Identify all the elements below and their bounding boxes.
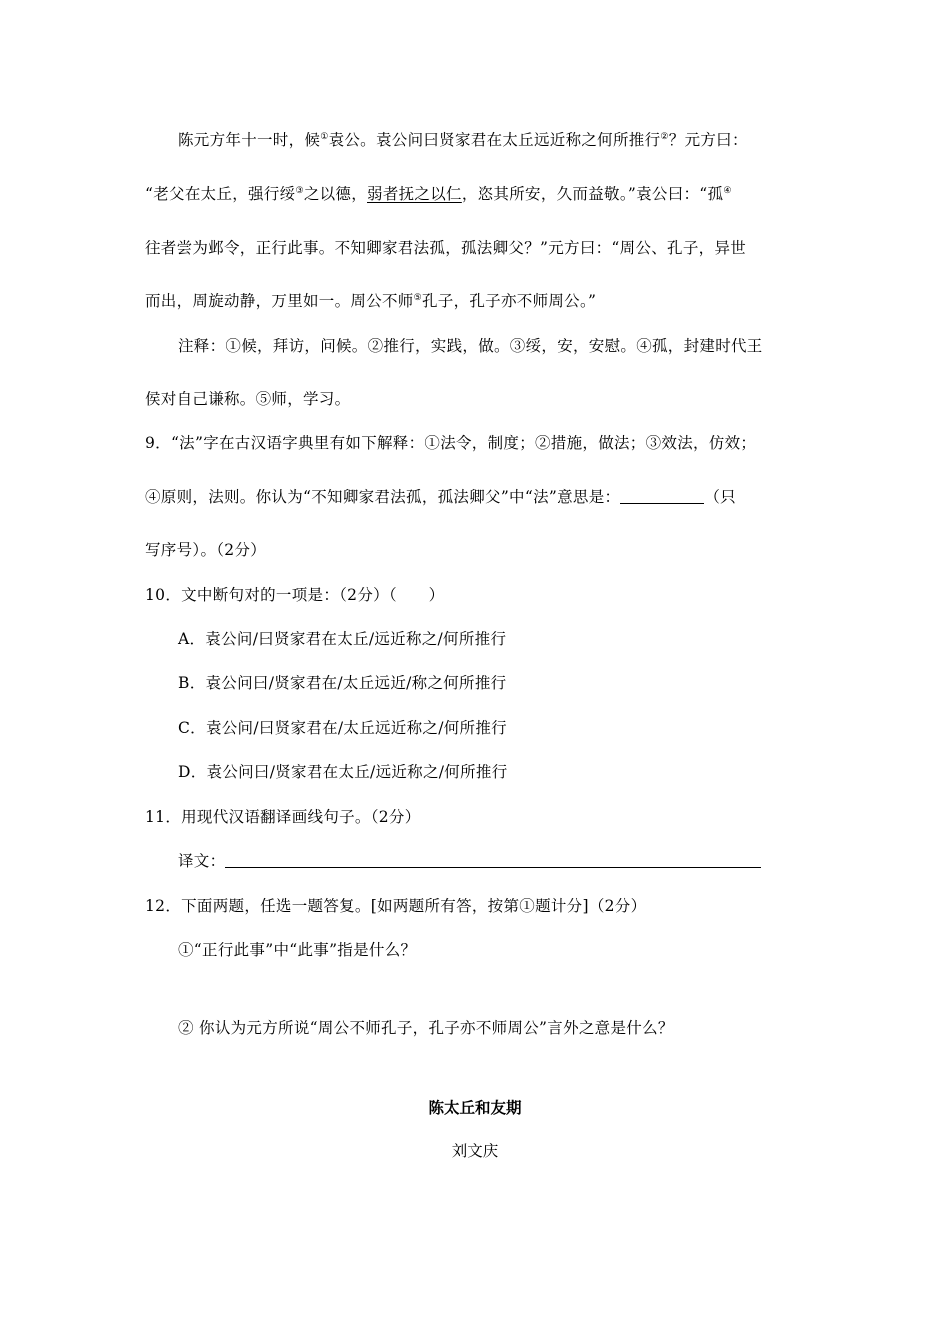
passage-line-4: 而出，周旋动静，万里如一。周公不师⑤孔子，孔子亦不师周公。” xyxy=(145,292,597,310)
q10-option-b[interactable]: B．袁公问曰/贤家君在/太丘远近/称之何所推行 xyxy=(178,674,507,692)
q11-answer-line: 译文： xyxy=(178,849,761,871)
passage-line-3: 往者尝为邺令，正行此事。不知卿家君法孤，孤法卿父？”元方曰：“周公、孔子，异世 xyxy=(145,239,747,257)
q10-option-d[interactable]: D．袁公问曰/贤家君在太丘/远近称之/何所推行 xyxy=(178,763,508,781)
article-author: 刘文庆 xyxy=(451,1142,499,1160)
q9-line-2: ④原则，法则。你认为“不知卿家君法孤，孤法卿父”中“法”意思是： （只 xyxy=(145,488,736,506)
q11-answer-blank[interactable] xyxy=(225,853,761,868)
footnote-marker: ③ xyxy=(295,186,304,196)
q10-option-c[interactable]: C．袁公问/曰贤家君在/太丘远近称之/何所推行 xyxy=(178,719,507,737)
passage-line-1: 陈元方年十一时，候①袁公。袁公问曰贤家君在太丘远近称之何所推行②？元方曰： xyxy=(178,131,748,149)
q12-sub-2: ② 你认为元方所说“周公不师孔子，孔子亦不师周公”言外之意是什么？ xyxy=(178,1019,674,1037)
q12-stem: 12．下面两题，任选一题答复。[如两题所有答，按第①题计分]（2分） xyxy=(145,897,647,915)
footnote-marker: ① xyxy=(320,132,329,142)
underlined-sentence: 弱者抚之以仁 xyxy=(367,185,462,203)
q9-line-3: 写序号）。（2分） xyxy=(145,541,267,559)
article-title: 陈太丘和友期 xyxy=(428,1098,522,1117)
footnote-marker: ⑤ xyxy=(413,293,422,303)
q12-sub-1: ①“正行此事”中“此事”指是什么？ xyxy=(178,941,417,959)
q11-stem: 11．用现代汉语翻译画线句子。（2分） xyxy=(145,808,421,826)
footnote-marker: ② xyxy=(660,132,669,142)
q9-answer-blank[interactable] xyxy=(620,489,704,504)
passage-line-2: “老父在太丘，强行绥③之以德，弱者抚之以仁，恣其所安，久而益敬。”袁公曰：“孤④ xyxy=(145,185,732,203)
notes-line-1: 注释：①候，拜访，问候。②推行，实践，做。③绥，安，安慰。④孤，封建时代王 xyxy=(178,337,763,355)
q9-line-1: 9．“法”字在古汉语字典里有如下解释：①法令，制度；②措施，做法；③效法，仿效； xyxy=(145,434,757,452)
q10-stem: 10．文中断句对的一项是：（2分）（ ） xyxy=(145,586,445,604)
footnote-marker: ④ xyxy=(723,186,732,196)
notes-line-2: 侯对自己谦称。⑤师，学习。 xyxy=(145,390,351,408)
q10-option-a[interactable]: A．袁公问/曰贤家君在太丘/远近称之/何所推行 xyxy=(178,630,507,648)
